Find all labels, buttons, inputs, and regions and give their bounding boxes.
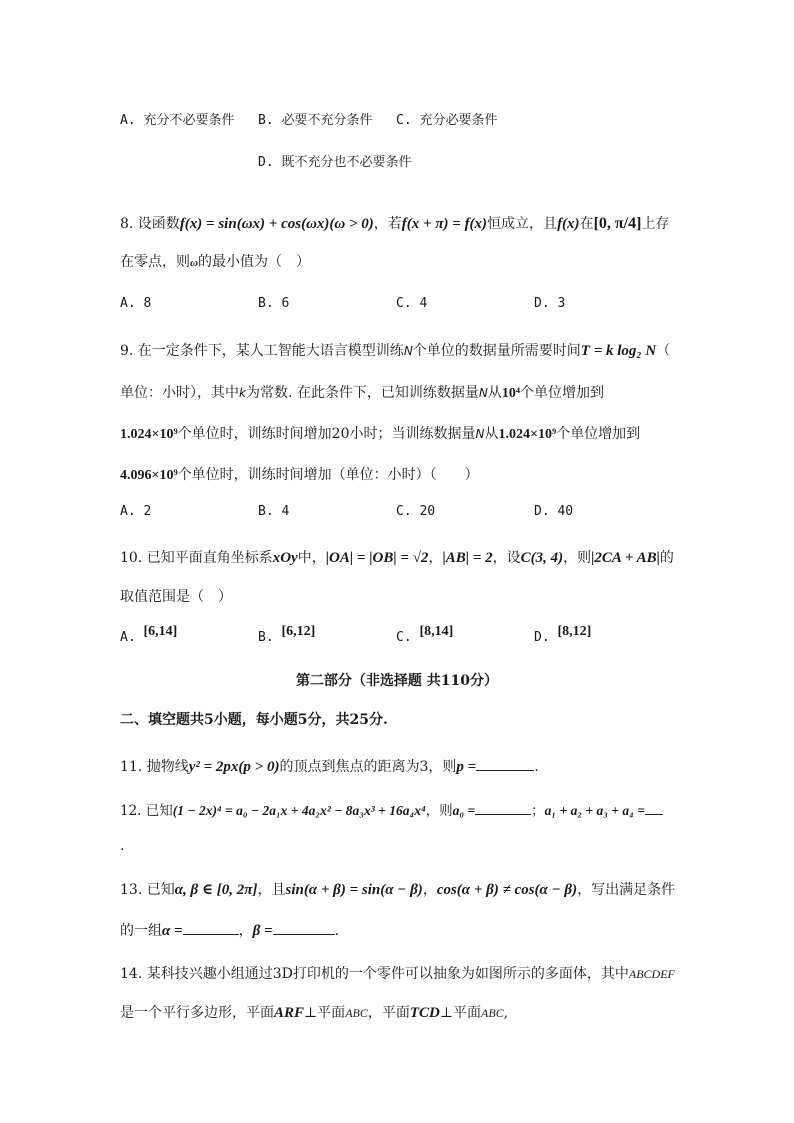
q13-alpha-blank[interactable] bbox=[183, 920, 239, 935]
q7-option-d: D. 既不充分也不必要条件 bbox=[258, 155, 412, 170]
q14-line-2 bbox=[120, 1003, 508, 1023]
q11-line bbox=[120, 756, 539, 777]
q13-text: . bbox=[334, 923, 340, 939]
q12-dot: . bbox=[120, 838, 125, 854]
q8-text: 在 bbox=[579, 216, 594, 232]
section-two-title: 二、填空题共5小题，每小题5分，共25分. bbox=[120, 712, 388, 728]
q12-text: 12. 已知 bbox=[120, 803, 173, 819]
q10-condition-2: |AB| = 2 bbox=[442, 550, 493, 566]
q8-fx: f(x) bbox=[557, 216, 580, 232]
q9-N: N bbox=[478, 386, 488, 400]
q10-text: ， bbox=[428, 550, 443, 566]
q10-option-d bbox=[534, 624, 592, 646]
q9-text: 单位：小时），其中 bbox=[120, 385, 239, 401]
q10-text: 的 bbox=[659, 550, 674, 566]
q14-text: ⊥平面 bbox=[439, 1005, 482, 1021]
q13-beta: β = bbox=[252, 923, 273, 939]
q9-text: 个单位增加到 bbox=[520, 385, 605, 401]
q13-text: ，写出满足条件 bbox=[577, 882, 676, 898]
q12-line bbox=[120, 800, 663, 821]
q11-text: . bbox=[534, 759, 539, 775]
q9-value-3: 1.024×10⁹ bbox=[498, 427, 557, 442]
part-two-heading: 第二部分（非选择题 共110分） bbox=[295, 673, 499, 689]
q9-N: N bbox=[403, 344, 413, 358]
q13-text: ， bbox=[238, 923, 253, 939]
q14-line-1 bbox=[120, 964, 675, 984]
q9-N: N bbox=[475, 427, 485, 441]
q13-text: ，且 bbox=[257, 882, 286, 898]
q11-p: p = bbox=[456, 759, 477, 775]
q9-text: （ bbox=[656, 343, 671, 359]
q13-equation-2: cos(α + β) ≠ cos(α − β) bbox=[436, 882, 578, 898]
q10-text: ，设 bbox=[492, 550, 521, 566]
q10-option-b bbox=[258, 624, 316, 646]
q8-option-a: A. 8 bbox=[120, 296, 152, 311]
q14-text: ，平面 bbox=[367, 1005, 410, 1021]
q14-abcdef: ABCDEF bbox=[628, 967, 675, 981]
q8-text: 恒成立，且 bbox=[487, 216, 558, 232]
q7-option-a: A. 充分不必要条件 bbox=[120, 113, 235, 128]
q10-option-label: A. bbox=[120, 630, 136, 645]
q9-text: 9. 在一定条件下，某人工智能大语言模型训练 bbox=[120, 343, 404, 359]
q8-function: f(x) = sin(ωx) + cos(ωx)(ω > 0) bbox=[179, 216, 374, 232]
q9-option-b: B. 4 bbox=[258, 504, 290, 519]
q10-option-label: B. bbox=[258, 630, 274, 645]
q13-beta-blank[interactable] bbox=[273, 920, 335, 935]
q12-equation: (1 − 2x)⁴ = a₀ − 2a₁x + 4a₂x² − 8a₃x³ + 16a₄x⁴ bbox=[172, 803, 426, 818]
q11-text: 11. 抛物线 bbox=[120, 759, 189, 775]
q12-text: ，则 bbox=[425, 803, 453, 819]
q8-text: 的最小值为（ ） bbox=[197, 254, 310, 270]
q10-text: ，则 bbox=[563, 550, 592, 566]
q9-text: 为常数. 在此条件下，已知训练数据量 bbox=[245, 385, 479, 401]
q9-text: 个单位时，训练时间增加（单位：小时）（ ） bbox=[177, 467, 479, 483]
q14-abc: ABC bbox=[345, 1006, 368, 1020]
q13-line-2 bbox=[120, 920, 339, 941]
q11-text: 的顶点到焦点的距离为3，则 bbox=[279, 759, 457, 775]
q14-text: , bbox=[503, 1005, 509, 1021]
q12-sum: a₁ + a₂ + a₃ + a₄ = bbox=[544, 803, 645, 818]
q13-line-1 bbox=[120, 880, 675, 900]
q10-xoy: xOy bbox=[272, 550, 298, 566]
q10-text: 10. 已知平面直角坐标系 bbox=[120, 550, 273, 566]
q8-text: 在零点，则 bbox=[120, 254, 190, 270]
q8-text: 8. 设函数 bbox=[120, 216, 180, 232]
q8-omega: ω bbox=[190, 257, 198, 269]
q8-option-c: C. 4 bbox=[396, 296, 428, 311]
q9-formula: T = k log₂ N bbox=[580, 343, 657, 359]
q13-text: ， bbox=[422, 882, 437, 898]
q12-answer-blank-1[interactable] bbox=[475, 800, 531, 815]
q9-value-2: 1.024×10⁹ bbox=[120, 427, 178, 442]
q8-text: ，若 bbox=[373, 216, 402, 232]
q8-text: 上存 bbox=[641, 216, 670, 232]
q8-line-2 bbox=[120, 252, 310, 273]
q11-equation: y² = 2px(p > 0) bbox=[188, 759, 280, 775]
q14-text: ⊥平面 bbox=[304, 1005, 346, 1021]
q9-option-d: D. 40 bbox=[534, 504, 574, 519]
q8-option-b: B. 6 bbox=[258, 296, 290, 311]
q14-arf: ARF bbox=[274, 1005, 305, 1021]
q10-line-1 bbox=[120, 548, 674, 568]
q10-expression: |2CA + AB| bbox=[591, 550, 660, 566]
q10-option-value: [6,14] bbox=[143, 624, 178, 639]
q9-option-a: A. 2 bbox=[120, 504, 152, 519]
q10-point-c: C(3, 4) bbox=[520, 550, 564, 566]
q13-alpha: α = bbox=[162, 923, 183, 939]
q14-tcd: TCD bbox=[409, 1005, 440, 1021]
q9-value-1: 10⁴ bbox=[501, 386, 521, 401]
q12-text: ； bbox=[531, 803, 545, 819]
q9-k: k bbox=[239, 386, 246, 400]
q7-option-c: C. 充分必要条件 bbox=[396, 113, 498, 128]
q13-text: 13. 已知 bbox=[120, 882, 175, 898]
q10-option-value: [8,12] bbox=[557, 624, 592, 639]
q8-option-d: D. 3 bbox=[534, 296, 566, 311]
q14-abc: ABC bbox=[481, 1006, 504, 1020]
q10-option-label: C. bbox=[396, 630, 412, 645]
q9-text: 个单位时，训练时间增加20小时；当训练数据量 bbox=[177, 426, 476, 442]
q9-line-2 bbox=[120, 383, 604, 404]
q9-value-4: 4.096×10⁹ bbox=[120, 468, 178, 483]
q10-condition-1: |OA| = |OB| = √2 bbox=[325, 550, 429, 566]
q9-option-c: C. 20 bbox=[396, 504, 436, 519]
q11-answer-blank[interactable] bbox=[476, 756, 534, 771]
q10-option-value: [6,12] bbox=[281, 624, 316, 639]
q14-text: 14. 某科技兴趣小组通过3D打印机的一个零件可以抽象为如图所示的多面体，其中 bbox=[120, 966, 629, 982]
q9-line-3 bbox=[120, 424, 640, 445]
q13-text: 的一组 bbox=[120, 923, 162, 939]
q9-text: 从 bbox=[487, 385, 502, 401]
q12-answer-blank-2[interactable] bbox=[645, 800, 663, 815]
q10-text: 中， bbox=[297, 550, 326, 566]
q7-option-b: B. 必要不充分条件 bbox=[258, 113, 373, 128]
q14-text: 是一个平行多边形，平面 bbox=[120, 1005, 274, 1021]
q10-option-label: D. bbox=[534, 630, 550, 645]
q9-line-4 bbox=[120, 465, 479, 486]
q8-condition: f(x + π) = f(x) bbox=[401, 216, 488, 232]
q10-option-c bbox=[396, 624, 454, 646]
q9-text: 个单位增加到 bbox=[556, 426, 641, 442]
q9-text: 个单位的数据量所需要时间 bbox=[412, 343, 581, 359]
q8-line-1 bbox=[120, 214, 669, 234]
q12-a0: a₀ = bbox=[452, 803, 476, 818]
q9-line-1 bbox=[120, 341, 670, 361]
q13-equation-1: sin(α + β) = sin(α − β) bbox=[285, 882, 423, 898]
q10-option-value: [8,14] bbox=[419, 624, 454, 639]
q8-interval: [0, π/4] bbox=[593, 215, 642, 232]
q9-text: 从 bbox=[484, 426, 499, 442]
q10-option-a bbox=[120, 624, 178, 646]
q13-condition: α, β ∈ [0, 2π] bbox=[174, 882, 258, 898]
q10-line-2: 取值范围是（ ） bbox=[120, 589, 232, 605]
